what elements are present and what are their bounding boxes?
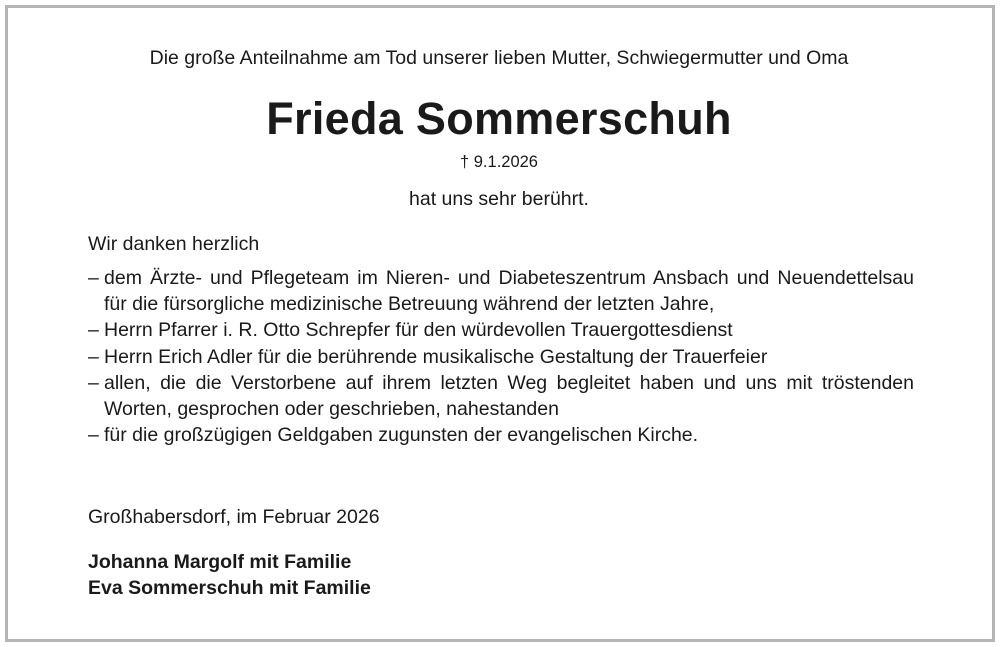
signers-list (88, 549, 371, 601)
thanks-item (88, 317, 914, 343)
list-dash: – (88, 267, 99, 289)
death-date: † 9.1.2026 (460, 153, 538, 171)
thanks-list (88, 265, 914, 448)
intro-line: Die große Anteilnahme am Tod unserer lieben Mutter, Schwiegermutter und Oma (149, 47, 849, 69)
thanks-item-text: Herrn Pfarrer i. R. Otto Schrepfer für den würdevollen Trauergottesdienst (104, 319, 733, 342)
thanks-item-text: Herrn Erich Adler für die berührende musikalische Gestaltung der Trauerfeier (104, 345, 768, 368)
list-dash: – (88, 424, 99, 447)
signer: Eva Sommerschuh mit Familie (88, 577, 371, 599)
deceased-name: Frieda Sommerschuh (266, 93, 732, 144)
thanks-intro: Wir danken herzlich (88, 233, 260, 255)
list-dash: – (88, 345, 99, 368)
thanks-item-text: für die großzügigen Geldgaben zugunsten der evangelischen Kirche. (104, 424, 699, 447)
list-dash: – (88, 371, 99, 394)
place-date: Großhabersdorf, im Februar 2026 (88, 506, 380, 528)
thanks-item (88, 422, 914, 448)
thanks-item (88, 370, 914, 422)
list-dash: – (88, 319, 99, 342)
thanks-item-text: allen, die die Verstorbene auf ihrem letzten Weg begleitet haben und uns mit tröstenden Worten, gesprochen oder geschrieben, nahestanden (104, 371, 914, 421)
touched-line: hat uns sehr berührt. (409, 188, 589, 210)
thanks-item (88, 265, 914, 317)
thanks-item-text: dem Ärzte- und Pflegeteam im Nieren- und Diabeteszentrum Ansbach und Neuendettelsau für die fürsorgliche medizinische Betreuung während der letzten Jahre, (104, 267, 914, 316)
thanks-item (88, 344, 914, 370)
signer: Johanna Margolf mit Familie (88, 551, 352, 573)
